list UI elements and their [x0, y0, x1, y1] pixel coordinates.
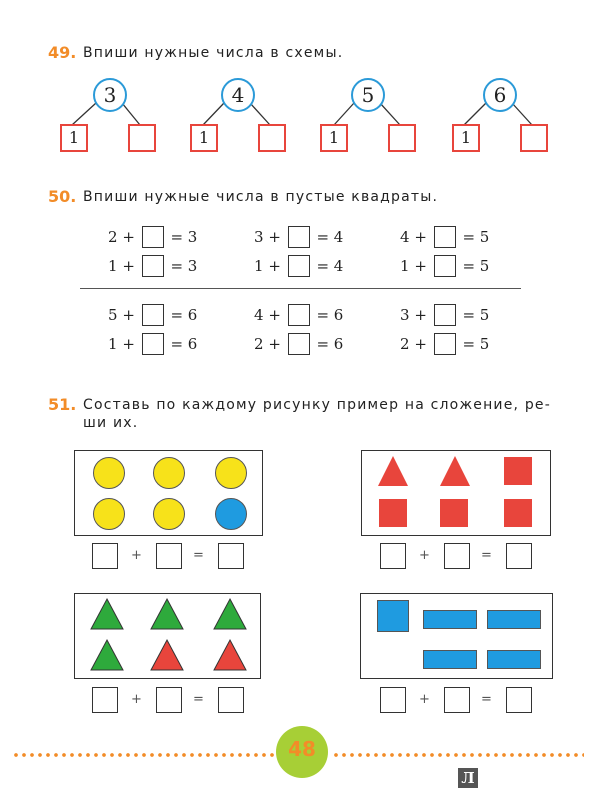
equation: 4 + = 5 — [400, 228, 490, 246]
answer-box[interactable] — [380, 687, 406, 713]
equals-sign: = — [481, 548, 492, 563]
equation: 1 + = 6 — [108, 335, 198, 353]
answer-row-3 — [92, 687, 252, 713]
answer-box[interactable] — [142, 226, 164, 248]
answer-box[interactable] — [218, 687, 244, 713]
red-triangle — [212, 638, 248, 672]
answer-box[interactable] — [156, 543, 182, 569]
page-number: 48 — [276, 726, 328, 778]
plus-sign: + — [419, 548, 430, 563]
footer-dotted-line-right — [332, 753, 584, 757]
equation: 3 + = 4 — [254, 228, 344, 246]
green-triangle — [149, 597, 185, 631]
equation: 3 + = 5 — [400, 306, 490, 324]
divider-line — [80, 288, 521, 289]
equals-sign: = — [193, 692, 204, 707]
blue-circle — [215, 498, 247, 530]
red-square — [504, 499, 532, 527]
scheme-4-top-circle: 6 — [483, 78, 517, 112]
scheme-3-top-circle: 5 — [351, 78, 385, 112]
equation: 2 + = 6 — [254, 335, 344, 353]
blue-square — [377, 600, 409, 632]
equals-sign: = — [193, 548, 204, 563]
scheme-1-left-box: 1 — [60, 124, 88, 152]
equation: 5 + = 6 — [108, 306, 198, 324]
equation: 1 + = 4 — [254, 257, 344, 275]
red-square — [379, 499, 407, 527]
answer-box[interactable] — [434, 255, 456, 277]
answer-box[interactable] — [156, 687, 182, 713]
answer-row-2 — [380, 543, 540, 569]
blue-rectangle — [423, 610, 477, 629]
scheme-3-left-box: 1 — [320, 124, 348, 152]
answer-box[interactable] — [380, 543, 406, 569]
green-triangle — [89, 638, 125, 672]
red-triangle — [149, 638, 185, 672]
equation: 2 + = 5 — [400, 335, 490, 353]
answer-box[interactable] — [288, 333, 310, 355]
equation: 1 + = 3 — [108, 257, 198, 275]
blue-rectangle — [487, 610, 541, 629]
yellow-circle — [153, 498, 185, 530]
picture-blue-shapes — [360, 593, 553, 679]
equation: 4 + = 6 — [254, 306, 344, 324]
yellow-circle — [215, 457, 247, 489]
answer-box[interactable] — [444, 543, 470, 569]
plus-sign: + — [419, 692, 430, 707]
scheme-1-top-circle: 3 — [93, 78, 127, 112]
scheme-2-top-circle: 4 — [221, 78, 255, 112]
task-51-number: 51. — [48, 395, 77, 414]
answer-box[interactable] — [142, 255, 164, 277]
task-50-number: 50. — [48, 187, 77, 206]
answer-box[interactable] — [434, 333, 456, 355]
scheme-2-left-box: 1 — [190, 124, 218, 152]
task-50-text: Впиши нужные числа в пустые квадраты. — [83, 189, 439, 205]
answer-box[interactable] — [92, 687, 118, 713]
answer-box[interactable] — [506, 687, 532, 713]
scheme-connector-lines — [0, 0, 601, 160]
yellow-circle — [93, 498, 125, 530]
answer-box[interactable] — [288, 304, 310, 326]
green-triangle — [89, 597, 125, 631]
answer-box[interactable] — [444, 687, 470, 713]
red-triangle — [376, 454, 410, 488]
task-51-text-line1: Составь по каждому рисунку пример на сложение, ре- — [83, 397, 551, 413]
scheme-1-right-box[interactable] — [128, 124, 156, 152]
equation: 1 + = 5 — [400, 257, 490, 275]
answer-row-4 — [380, 687, 540, 713]
red-square — [440, 499, 468, 527]
answer-row-1 — [92, 543, 252, 569]
scheme-4-right-box[interactable] — [520, 124, 548, 152]
red-square — [504, 457, 532, 485]
equation: 2 + = 3 — [108, 228, 198, 246]
answer-box[interactable] — [142, 333, 164, 355]
blue-rectangle — [423, 650, 477, 669]
answer-box[interactable] — [506, 543, 532, 569]
footer-dotted-line-left — [12, 753, 274, 757]
scheme-3-right-box[interactable] — [388, 124, 416, 152]
plus-sign: + — [131, 548, 142, 563]
picture-red-shapes — [361, 450, 551, 536]
red-triangle — [438, 454, 472, 488]
yellow-circle — [153, 457, 185, 489]
picture-triangles — [74, 593, 261, 679]
task-51-text-line2: ши их. — [83, 415, 139, 431]
picture-circles — [74, 450, 263, 536]
answer-box[interactable] — [218, 543, 244, 569]
blue-rectangle — [487, 650, 541, 669]
task-49-text: Впиши нужные числа в схемы. — [83, 45, 344, 61]
answer-box[interactable] — [142, 304, 164, 326]
yellow-circle — [93, 457, 125, 489]
equals-sign: = — [481, 692, 492, 707]
task-49-number: 49. — [48, 43, 77, 62]
scheme-2-right-box[interactable] — [258, 124, 286, 152]
answer-box[interactable] — [288, 226, 310, 248]
answer-box[interactable] — [434, 304, 456, 326]
answer-box[interactable] — [288, 255, 310, 277]
plus-sign: + — [131, 692, 142, 707]
publisher-logo-icon: Л — [458, 768, 478, 788]
answer-box[interactable] — [434, 226, 456, 248]
scheme-4-left-box: 1 — [452, 124, 480, 152]
answer-box[interactable] — [92, 543, 118, 569]
green-triangle — [212, 597, 248, 631]
